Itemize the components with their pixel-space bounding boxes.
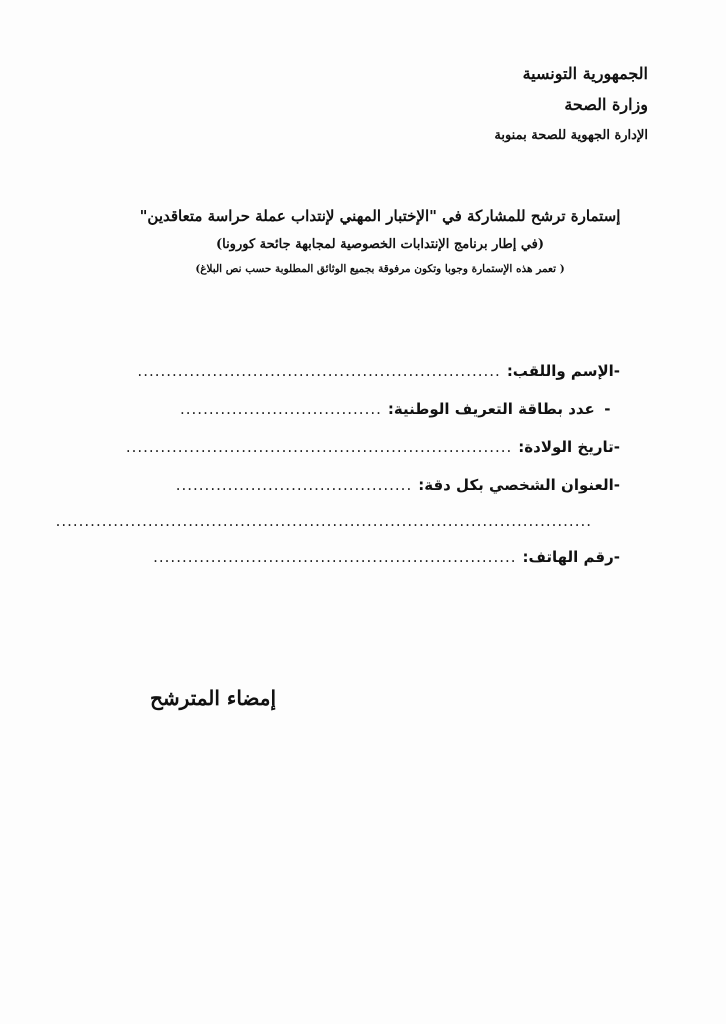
country-name: الجمهورية التونسية bbox=[522, 64, 648, 83]
field-label: الإسم واللقب: bbox=[506, 362, 614, 380]
ministry-name: وزارة الصحة bbox=[564, 95, 648, 114]
national-id-field[interactable] bbox=[180, 390, 620, 428]
fill-line[interactable]: ............................................................................................. bbox=[55, 512, 592, 530]
candidate-signature-label: إمضاء المترشح bbox=[150, 686, 277, 710]
birth-date-field[interactable] bbox=[125, 428, 620, 466]
bullet: - bbox=[613, 438, 620, 456]
form-title-block bbox=[130, 200, 630, 280]
fill-line[interactable]: ................................................................... bbox=[125, 438, 513, 456]
form-title: إستمارة ترشح للمشاركة في "الإختبار المهني لإنتداب عملة حراسة متعاقدين" bbox=[139, 207, 621, 225]
candidate-fields bbox=[55, 352, 620, 576]
form-instructions: ( تعمر هذه الإستمارة وجوبا وتكون مرفوقة بجميع الوثائق المطلوبة حسب نص البلاغ) bbox=[195, 263, 565, 275]
bullet: - bbox=[613, 548, 620, 566]
regional-directorate: الإدارة الجهوية للصحة بمنوبة bbox=[494, 128, 648, 143]
form-subtitle: (في إطار برنامج الإنتدابات الخصوصية لمجابهة جائحة كورونا) bbox=[215, 237, 545, 252]
address-field[interactable] bbox=[175, 466, 620, 504]
fill-line[interactable]: ................................... bbox=[180, 400, 382, 418]
fill-line[interactable]: ............................................................... bbox=[153, 548, 517, 566]
full-name-field[interactable] bbox=[137, 352, 620, 390]
letterhead bbox=[494, 58, 648, 151]
fill-line[interactable]: ............................................................... bbox=[137, 362, 501, 380]
bullet: - bbox=[613, 362, 620, 380]
field-label: تاريخ الولادة: bbox=[518, 438, 614, 456]
phone-field[interactable] bbox=[153, 538, 620, 576]
field-label: رقم الهاتف: bbox=[522, 548, 614, 566]
fill-line[interactable]: ......................................... bbox=[175, 476, 413, 494]
bullet: - bbox=[613, 476, 620, 494]
field-label: عدد بطاقة التعريف الوطنية: bbox=[387, 400, 595, 418]
address-continuation-line[interactable] bbox=[55, 504, 620, 538]
bullet: - bbox=[604, 400, 611, 418]
field-label: العنوان الشخصي بكل دقة: bbox=[418, 476, 614, 494]
